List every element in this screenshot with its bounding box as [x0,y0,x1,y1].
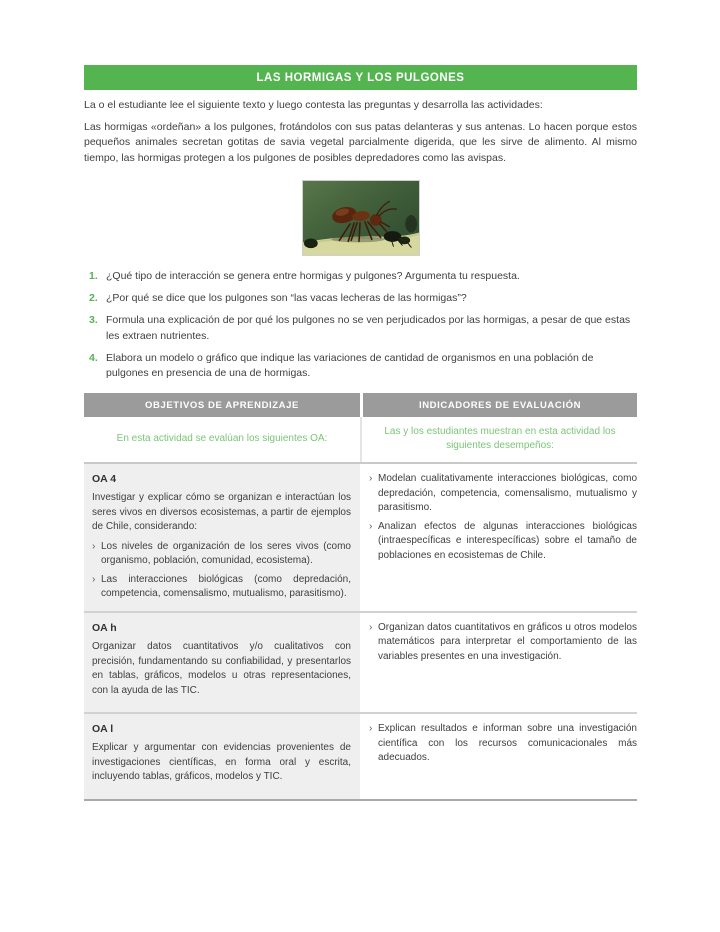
oa-bullet [92,540,351,569]
table-subheader-row [84,417,637,464]
question-item-1 [84,269,637,284]
indicator-text: Organizan datos cuantitativos en gráficos u otros modelos matemáticos para interpretar el comportamiento de las variables presentes en una investigación. [378,621,637,662]
title-bar [84,65,637,90]
question-number: 3. [89,314,98,327]
ant-aphids-photo [302,180,420,256]
indicator-text: Analizan efectos de algunas interacciones biológicas (intraespecíficas e interespecíficas) sobre el tamaño de poblaciones en ecosistemas de Chile. [378,520,637,561]
oa4-objective-cell [84,464,360,611]
question-item-3 [84,313,637,343]
question-text: ¿Por qué se dice que los pulgones son “las vacas lecheras de las hormigas”? [106,292,467,305]
indicator-bullet [369,722,637,766]
objectives-table [84,393,637,801]
question-text: Elabora un modelo o gráfico que indique las variaciones de cantidad de organismos en una población de pulgones en presencia de una de hormigas. [106,351,594,380]
indicator-bullet [369,621,637,665]
worksheet-content [84,65,637,801]
indicator-text: Modelan cualitativamente interacciones biológicas, como depredación, competencia, comensalismo, mutualismo y parasitismo. [378,473,637,514]
question-item-2 [84,291,637,306]
oa-bullet-text: Los niveles de organización de los seres vivos (como organismo, población, comunidad, ecosistema). [101,540,351,567]
table-header-row [84,393,637,417]
chevron-bullet-icon [369,520,378,564]
oa-description: Explicar y argumentar con evidencias provenientes de investigaciones científicas, en forma oral y escrita, incluyendo tablas, gráficos, modelos y TIC. [92,742,351,783]
subheader-objectives: En esta actividad se evalúan los siguientes OA: [116,433,328,445]
oa-code: OA 4 [92,473,117,486]
questions-list [84,269,637,381]
oa-description: Organizar datos cuantitativos y/o cualitativos con precisión, fundamentando su confiabilidad, y presentarlos en tablas, gráficos, modelos u otras representaciones, con la ayuda de las TIC. [92,641,351,696]
oah-indicators-cell [363,613,637,712]
oal-objective-cell [84,714,360,799]
ant-aphids-illustration [303,181,419,255]
oa-code: OA h [92,621,117,634]
indicator-text: Explican resultados e informan sobre una investigación científica con los recursos comunicacionales más adecuados. [378,723,637,764]
question-number: 4. [89,351,98,364]
intro-paragraph: Las hormigas «ordeñan» a los pulgones, frotándolos con sus patas delanteras y sus antenas. Lo hacen porque estos pequeños animales secretan gotitas de savia vegetal parcialmente digerida, que les sirve de alimento. Al mismo tiempo, las hormigas protegen a los pulgones de posibles depredadores como las avispas. [84,120,637,165]
instruction-text: La o el estudiante lee el siguiente texto y luego contesta las preguntas y desarrolla las actividades: [84,99,543,111]
oal-indicators-cell [363,714,637,799]
oa-bullet [92,573,351,602]
header-indicators: INDICADORES DE EVALUACIÓN [363,393,637,417]
chevron-bullet-icon [92,540,101,569]
chevron-bullet-icon [369,621,378,665]
indicator-bullet [369,520,637,564]
subheader-indicators: Las y los estudiantes muestran en esta actividad los siguientes desempeños: [384,426,616,452]
table-row-oa4 [84,464,637,613]
oa4-indicators-cell [363,464,637,611]
chevron-bullet-icon [369,722,378,766]
oa-code: OA l [92,723,114,736]
indicator-bullet [369,472,637,516]
table-row-oal [84,714,637,801]
question-number: 1. [89,269,98,282]
oa-bullet-text: Las interacciones biológicas (como depredación, competencia, comensalismo, mutualismo, parasitismo). [101,573,351,600]
chevron-bullet-icon [92,573,101,602]
photo-container [84,180,637,256]
question-text: ¿Qué tipo de interacción se genera entre hormigas y pulgones? Argumenta tu respuesta. [106,269,520,282]
question-number: 2. [89,292,98,305]
header-objectives: OBJETIVOS DE APRENDIZAJE [84,393,360,417]
oah-objective-cell [84,613,360,712]
oa-description: Investigar y explicar cómo se organizan e interactúan los seres vivos en diversos ecosistemas, a partir de ejemplos de Chile, considerando: [92,492,351,533]
chevron-bullet-icon [369,472,378,516]
question-text: Formula una explicación de por qué los pulgones no se ven perjudicados por las hormigas, a pesar de que estas les extraen nutrientes. [106,314,631,342]
table-row-oah [84,613,637,714]
question-item-4 [84,351,637,381]
page-title: LAS HORMIGAS Y LOS PULGONES [256,71,465,84]
